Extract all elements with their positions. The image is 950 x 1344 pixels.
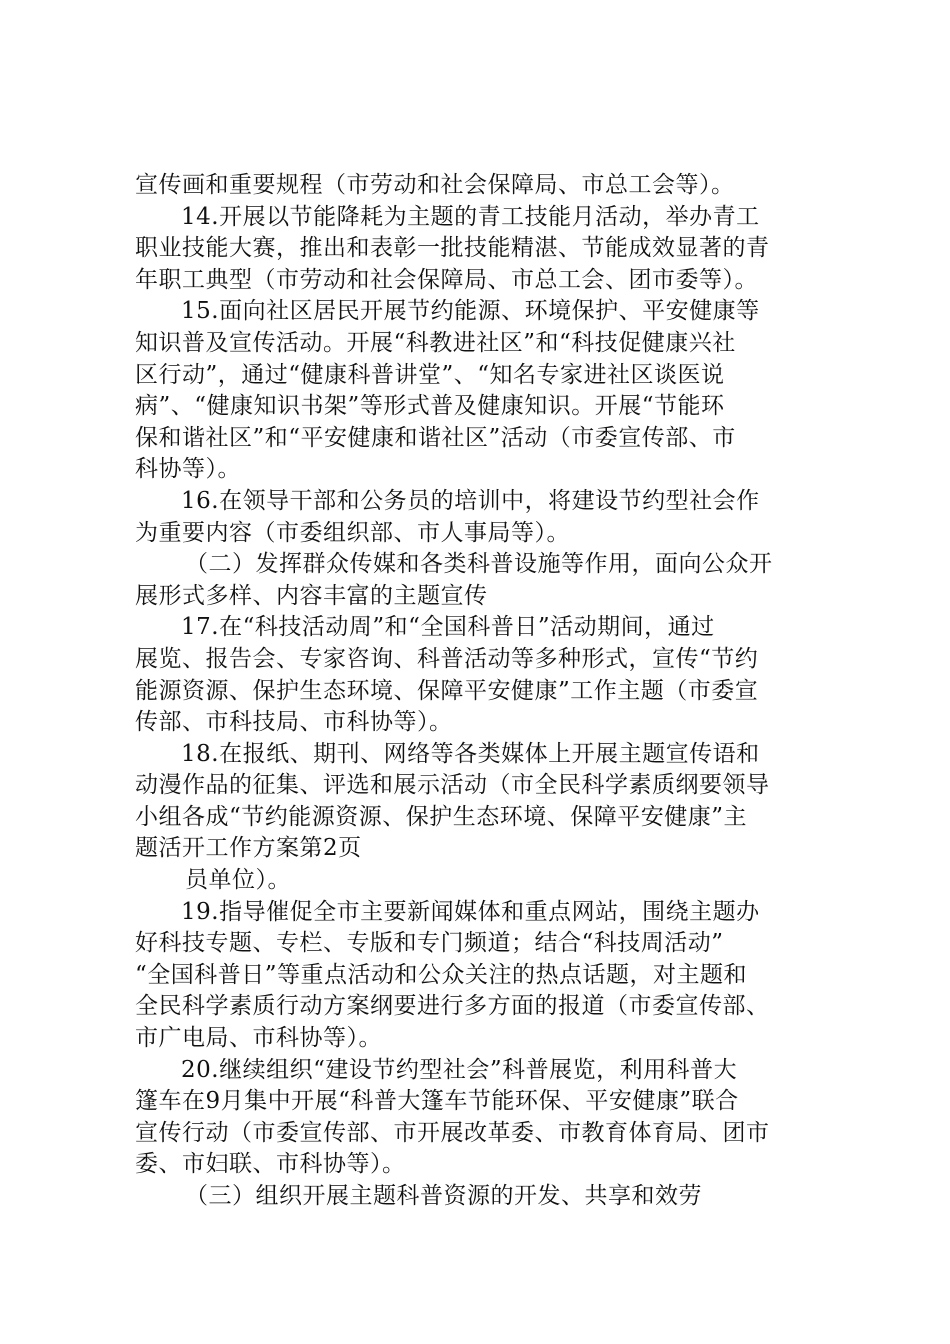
text-line: 职业技能大赛，推出和表彰一批技能精湛、节能成效显著的青: [135, 235, 770, 262]
text-line: 全民科学素质行动方案纲要进行多方面的报道（市委宣传部、: [135, 993, 770, 1020]
paragraph-20-start: 20.继续组织“建设节约型社会”科普展览，利用科普大: [181, 1056, 738, 1083]
text-line: 篷车在9月集中开展“科普大篷车节能环保、平安健康”联合: [135, 1088, 739, 1115]
text-line: 科协等）。: [135, 456, 241, 483]
text-line: 宣传行动（市委宣传部、市开展改革委、市教育体育局、团市: [135, 1119, 770, 1146]
text-line: 年职工典型（市劳动和社会保障局、市总工会、团市委等）。: [135, 266, 758, 293]
text-line: 保和谐社区”和“平安健康和谐社区”活动（市委宣传部、市: [135, 424, 736, 451]
text-line: 区行动”，通过“健康科普讲堂”、“知名专家进社区谈医说: [135, 361, 725, 388]
text-line: 为重要内容（市委组织部、市人事局等）。: [135, 519, 570, 546]
text-line: 委、市妇联、市科协等）。: [135, 1151, 406, 1178]
text-line: 病”、“健康知识书架”等形式普及健康知识。开展“节能环: [135, 393, 725, 420]
text-line: 能源资源、保护生态环境、保障平安健康”工作主题（市委宣: [135, 677, 759, 704]
text-line: 展形式多样、内容丰富的主题宣传: [135, 582, 488, 609]
paragraph-19-start: 19.指导催促全市主要新闻媒体和重点网站，围绕主题办: [181, 898, 760, 925]
paragraph-14-start: 14.开展以节能降耗为主题的青工技能月活动，举办青工: [181, 203, 760, 230]
text-line: 动漫作品的征集、评选和展示活动（市全民科学素质纲要领导: [135, 772, 770, 799]
text-line: 好科技专题、专栏、专版和专门频道；结合“科技周活动”: [135, 930, 724, 957]
paragraph-16-start: 16.在领导干部和公务员的培训中，将建设节约型社会作: [181, 487, 760, 514]
paragraph-17-start: 17.在“科技活动周”和“全国科普日”活动期间，通过: [181, 614, 715, 641]
text-line: 传部、市科技局、市科协等）。: [135, 709, 453, 736]
text-line: 员单位）。: [185, 867, 291, 894]
text-line: 展览、报告会、专家咨询、科普活动等多种形式，宣传“节约: [135, 645, 759, 672]
text-line: “全国科普日”等重点活动和公众关注的热点话题，对主题和: [135, 961, 748, 988]
text-line: 知识普及宣传活动。开展“科教进社区”和“科技促健康兴社: [135, 329, 736, 356]
text-line: 市广电局、市科协等）。: [135, 1025, 382, 1052]
paragraph-18-start: 18.在报纸、期刊、网络等各类媒体上开展主题宣传语和: [181, 740, 760, 767]
section-heading-3: （三）组织开展主题科普资源的开发、共享和效劳: [185, 1183, 702, 1209]
paragraph-15-start: 15.面向社区居民开展节约能源、环境保护、平安健康等: [181, 298, 760, 325]
document-body: [135, 170, 825, 1213]
text-line: 小组各成“节约能源资源、保护生态环境、保障平安健康”主: [135, 803, 748, 830]
page-footer-line: 题活开工作方案第2页: [135, 835, 362, 862]
text-line: 宣传画和重要规程（市劳动和社会保障局、市总工会等）。: [135, 172, 735, 198]
section-heading-2: （二）发挥群众传媒和各类科普设施等作用，面向公众开: [185, 551, 773, 578]
